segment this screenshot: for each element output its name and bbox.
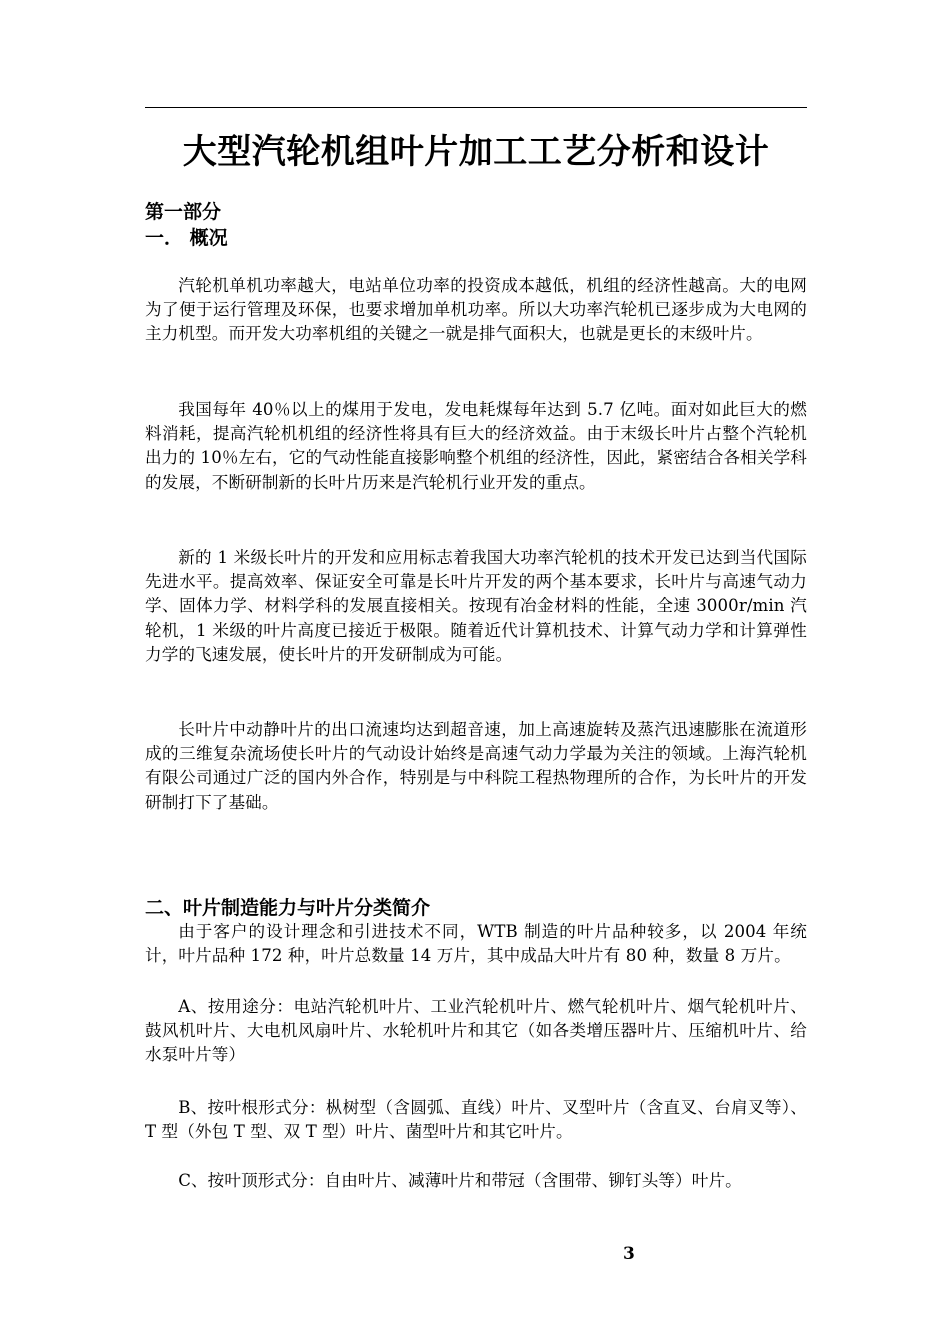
paragraph-classify-by-use: A、按用途分：电站汽轮机叶片、工业汽轮机叶片、燃气轮机叶片、烟气轮机叶片、鼓风机叶片、大电机风扇叶片、水轮机叶片和其它（如各类增压器叶片、压缩机叶片、给水泵叶片等） [145, 997, 807, 1065]
paragraph-blade-capacity: 由于客户的设计理念和引进技术不同，WTB 制造的叶片品种较多，以 2004 年统计，叶片品种 172 种，叶片总数量 14 万片，其中成品大叶片有 80 种，数量 8 万片。 [145, 922, 807, 966]
page-number: 3 [623, 1244, 635, 1264]
part-label: 第一部分 [145, 201, 222, 223]
section-heading-overview: 一． 概况 [145, 227, 228, 249]
paragraph-overview-1: 汽轮机单机功率越大，电站单位功率的投资成本越低，机组的经济性越高。大的电网为了便于运行管理及环保，也要求增加单机功率。所以大功率汽轮机已逐步成为大电网的主力机型。而开发大功率机组的关键之一就是排气面积大，也就是更长的末级叶片。 [145, 276, 807, 344]
paragraph-classify-by-root: B、按叶根形式分：枞树型（含圆弧、直线）叶片、叉型叶片（含直叉、台肩叉等）、T 型（外包 T 型、双 T 型）叶片、菌型叶片和其它叶片。 [145, 1098, 807, 1142]
header-rule [145, 107, 807, 108]
section-heading-blade-classification: 二、叶片制造能力与叶片分类简介 [145, 897, 431, 919]
document-page [145, 0, 807, 1344]
paragraph-overview-4: 长叶片中动静叶片的出口流速均达到超音速，加上高速旋转及蒸汽迅速膨胀在流道形成的三维复杂流场使长叶片的气动设计始终是高速气动力学最为关注的领域。上海汽轮机有限公司通过广泛的国内外合作，特别是与中科院工程热物理所的合作，为长叶片的开发研制打下了基础。 [145, 720, 807, 812]
paragraph-classify-by-tip: C、按叶顶形式分：自由叶片、减薄叶片和带冠（含围带、铆钉头等）叶片。 [178, 1171, 742, 1190]
document-title: 大型汽轮机组叶片加工工艺分析和设计 [182, 132, 770, 172]
paragraph-overview-3: 新的 1 米级长叶片的开发和应用标志着我国大功率汽轮机的技术开发已达到当代国际先进水平。提高效率、保证安全可靠是长叶片开发的两个基本要求，长叶片与高速气动力学、固体力学、材料学科的发展直接相关。按现有冶金材料的性能，全速 3000r/min 汽轮机，1 米级的叶片高度已接近于极限。随着近代计算机技术、计算气动力学和计算弹性力学的飞速发展，使长叶片的开发研制成为可能。 [145, 548, 807, 664]
paragraph-overview-2: 我国每年 40％以上的煤用于发电，发电耗煤每年达到 5.7 亿吨。面对如此巨大的燃料消耗，提高汽轮机机组的经济性将具有巨大的经济效益。由于末级长叶片占整个汽轮机出力的 10％左右，它的气动性能直接影响整个机组的经济性，因此，紧密结合各相关学科的发展，不断研制新的长叶片历来是汽轮机行业开发的重点。 [145, 400, 807, 492]
